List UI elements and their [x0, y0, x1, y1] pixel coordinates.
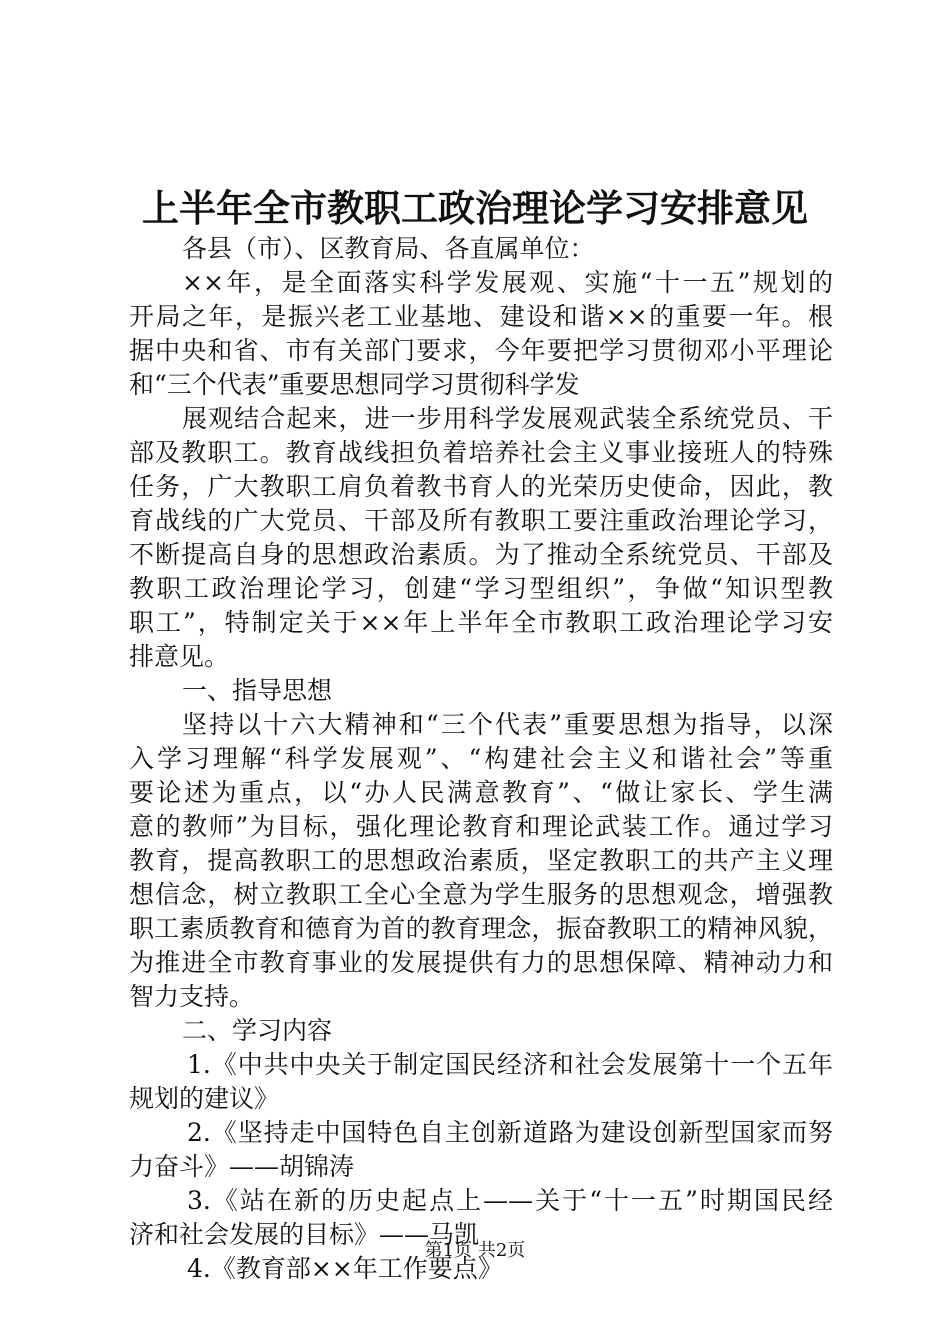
paragraph-line: 开局之年，是振兴老工业基地、建设和谐××的重要一年。根: [129, 302, 833, 331]
section-heading: 二、学习内容: [182, 1016, 333, 1045]
paragraph-line: 部及教职工。教育战线担负着培养社会主义事业接班人的特殊: [129, 438, 833, 467]
document-body: [129, 232, 833, 1286]
page-footer: 第1页 共2页: [424, 1240, 526, 1261]
paragraph-line: 坚持以十六大精神和“三个代表”重要思想为指导，以深: [182, 710, 833, 739]
paragraph-line: 职工”，特制定关于××年上半年全市教职工政治理论学习安: [129, 608, 833, 637]
list-item-continuation: 济和社会发展的目标》——马凯: [129, 1220, 480, 1249]
paragraph-line: ××年，是全面落实科学发展观、实施“十一五”规划的: [182, 268, 833, 297]
paragraph-line: 教育，提高教职工的思想政治素质，坚定教职工的共产主义理: [129, 846, 833, 875]
paragraph-line: 要论述为重点，以“办人民满意教育”、“做让家长、学生满: [129, 778, 833, 807]
paragraph-line: 入学习理解“科学发展观”、“构建社会主义和谐社会”等重: [129, 744, 833, 773]
paragraph-line: 据中央和省、市有关部门要求，今年要把学习贯彻邓小平理论: [129, 336, 833, 365]
list-item: 3.《站在新的历史起点上——关于“十一五”时期国民经: [187, 1186, 833, 1215]
paragraph-line: 职工素质教育和德育为首的教育理念，振奋教职工的精神风貌，: [129, 914, 833, 943]
paragraph-line: 育战线的广大党员、干部及所有教职工要注重政治理论学习，: [129, 506, 833, 535]
salutation-line: 各县（市）、区教育局、各直属单位：: [182, 234, 595, 263]
paragraph-line: 教职工政治理论学习，创建“学习型组织”，争做“知识型教: [129, 574, 833, 603]
paragraph-line: 想信念，树立教职工全心全意为学生服务的思想观念，增强教: [129, 880, 833, 909]
list-item: 1.《中共中央关于制定国民经济和社会发展第十一个五年: [187, 1050, 833, 1079]
paragraph-line: 意的教师”为目标，强化理论教育和理论武装工作。通过学习: [129, 812, 833, 841]
paragraph-line: 智力支持。: [129, 982, 255, 1011]
paragraph-line: 排意见。: [129, 642, 230, 671]
list-item: 2.《坚持走中国特色自主创新道路为建设创新型国家而努: [187, 1118, 833, 1147]
list-item-continuation: 规划的建议》: [129, 1084, 280, 1113]
list-item: 4.《教育部××年工作要点》: [187, 1254, 503, 1283]
section-heading: 一、指导思想: [182, 676, 333, 705]
paragraph-line: 任务，广大教职工肩负着教书育人的光荣历史使命，因此，教: [129, 472, 833, 501]
paragraph-line: 展观结合起来，进一步用科学发展观武装全系统党员、干: [182, 404, 833, 433]
list-item-continuation: 力奋斗》——胡锦涛: [129, 1152, 355, 1181]
paragraph-line: 不断提高自身的思想政治素质。为了推动全系统党员、干部及: [129, 540, 833, 569]
paragraph-line: 为推进全市教育事业的发展提供有力的思想保障、精神动力和: [129, 948, 833, 977]
paragraph-line: 和“三个代表”重要思想同学习贯彻科学发: [129, 370, 580, 399]
document-title: 上半年全市教职工政治理论学习安排意见: [142, 186, 808, 230]
